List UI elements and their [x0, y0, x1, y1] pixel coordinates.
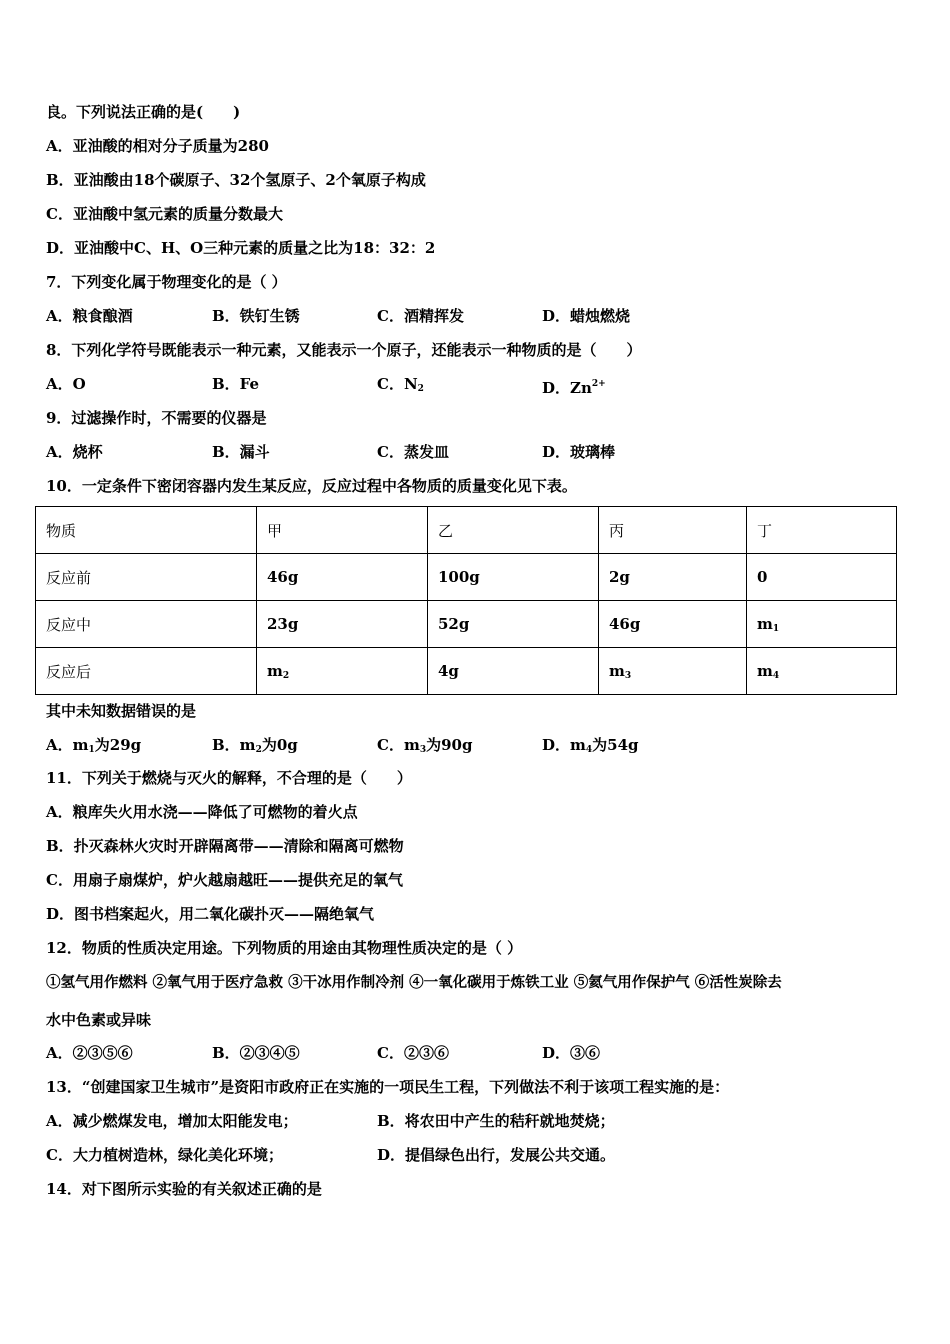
q8-option-d-text: D．Zn [542, 379, 592, 397]
q12-stem: 12．物质的性质决定用途。下列物质的用途由其物理性质决定的是（ ） [46, 939, 523, 957]
q9-option-d: D．玻璃棒 [542, 443, 616, 461]
q6-stem-tail: 良。下列说法正确的是( ) [46, 103, 241, 121]
table-row [36, 648, 897, 695]
q10-option-c [377, 735, 472, 760]
q9-option-b: B．漏斗 [212, 443, 270, 461]
q7-option-d: D．蜡烛燃烧 [542, 307, 631, 325]
option-suffix: 为29g [94, 736, 142, 754]
q6-option-d: D．亚油酸中C、H、O三种元素的质量之比为18：32：2 [46, 239, 436, 257]
table-row-label: 反应后 [36, 648, 257, 695]
q13-stem: 13．“创建国家卫生城市”是资阳市政府正在实施的一项民生工程，下列做法不利于该项工程实施的是： [46, 1078, 730, 1096]
option-suffix: 为54g [592, 736, 639, 754]
q8-option-c [377, 374, 424, 399]
q10-option-b [212, 735, 298, 760]
table-cell: 4g [428, 648, 599, 695]
q8-option-a: A．O [46, 375, 86, 393]
q7-option-a: A．粮食酿酒 [46, 307, 133, 325]
q6-option-c: C．亚油酸中氢元素的质量分数最大 [46, 205, 283, 223]
table-header-row [36, 507, 897, 554]
table-row [36, 601, 897, 648]
table-header-cell: 物质 [36, 507, 257, 554]
q8-option-c-text: C．N [377, 375, 418, 393]
table-row-label: 反应前 [36, 554, 257, 601]
variable-subscript: 3 [624, 670, 632, 681]
q11-option-c: C．用扇子扇煤炉，炉火越扇越旺——提供充足的氧气 [46, 871, 403, 889]
q13-option-d: D．提倡绿色出行，发展公共交通。 [377, 1146, 616, 1164]
variable-subscript: 1 [772, 623, 780, 634]
option-subscript: 3 [419, 745, 427, 755]
table-header-cell: 甲 [257, 507, 428, 554]
q9-option-c: C．蒸发皿 [377, 443, 449, 461]
q11-option-b: B．扑灭森林火灾时开辟隔离带——清除和隔离可燃物 [46, 837, 404, 855]
q8-option-c-subscript: 2 [417, 384, 424, 394]
variable-subscript: 4 [772, 670, 780, 681]
table-cell: 0 [747, 554, 897, 601]
q13-option-a: A．减少燃煤发电，增加太阳能发电； [46, 1112, 298, 1130]
q7-stem: 7．下列变化属于物理变化的是（ ） [46, 273, 287, 291]
variable-base: m [267, 661, 283, 680]
variable-base: m [757, 661, 773, 680]
table-cell [599, 648, 747, 695]
option-prefix: A．m [46, 736, 89, 754]
table-cell: 46g [257, 554, 428, 601]
table-cell: 2g [599, 554, 747, 601]
q12-items-line2: 水中色素或异味 [46, 1011, 152, 1029]
table-header-cell: 丙 [599, 507, 747, 554]
table-cell [257, 648, 428, 695]
option-subscript: 1 [88, 745, 95, 755]
table-cell [747, 601, 897, 648]
table-header-cell: 乙 [428, 507, 599, 554]
option-prefix: B．m [212, 736, 256, 754]
q7-option-c: C．酒精挥发 [377, 307, 464, 325]
option-prefix: D．m [542, 736, 586, 754]
table-cell [747, 648, 897, 695]
q11-stem: 11．下列关于燃烧与灭火的解释，不合理的是（ ） [46, 769, 412, 787]
table-row-label: 反应中 [36, 601, 257, 648]
q10-option-d [542, 735, 639, 760]
mass-change-table [35, 506, 897, 695]
option-suffix: 为90g [426, 736, 473, 754]
q6-option-b: B．亚油酸由18个碳原子、32个氢原子、2个氧原子构成 [46, 171, 426, 189]
table-cell: 46g [599, 601, 747, 648]
q10-after-table: 其中未知数据错误的是 [46, 702, 197, 720]
table-row [36, 554, 897, 601]
q8-option-d [542, 374, 606, 398]
q13-option-b: B．将农田中产生的秸秆就地焚烧； [377, 1112, 615, 1130]
q12-option-a: A．②③⑤⑥ [46, 1044, 133, 1062]
q12-option-d: D．③⑥ [542, 1044, 601, 1062]
q10-option-a [46, 735, 141, 760]
option-subscript: 2 [255, 745, 262, 755]
table-cell: 100g [428, 554, 599, 601]
table-header-cell: 丁 [747, 507, 897, 554]
table-cell: 52g [428, 601, 599, 648]
q11-option-a: A．粮库失火用水浇——降低了可燃物的着火点 [46, 803, 358, 821]
q10-stem: 10．一定条件下密闭容器内发生某反应，反应过程中各物质的质量变化见下表。 [46, 477, 577, 495]
variable-subscript: 2 [282, 670, 290, 681]
q13-option-c: C．大力植树造林，绿化美化环境； [46, 1146, 283, 1164]
q12-option-c: C．②③⑥ [377, 1044, 449, 1062]
variable-base: m [757, 614, 773, 633]
q12-items-line1: ①氢气用作燃料 ②氧气用于医疗急救 ③干冰用作制冷剂 ④一氧化碳用于炼铁工业 ⑤氦气用作保护气 ⑥活性炭除去 [46, 974, 782, 991]
option-suffix: 为0g [261, 736, 298, 754]
q8-option-d-superscript: 2+ [591, 379, 606, 389]
q8-stem: 8．下列化学符号既能表示一种元素，又能表示一个原子，还能表示一种物质的是（ ） [46, 341, 642, 359]
q8-option-b: B．Fe [212, 375, 260, 393]
q7-option-b: B．铁钉生锈 [212, 307, 300, 325]
variable-base: m [609, 661, 625, 680]
q14-stem: 14．对下图所示实验的有关叙述正确的是 [46, 1180, 322, 1198]
q6-option-a: A．亚油酸的相对分子质量为280 [46, 137, 269, 155]
table-cell: 23g [257, 601, 428, 648]
option-subscript: 4 [585, 745, 593, 755]
option-prefix: C．m [377, 736, 420, 754]
q11-option-d: D．图书档案起火，用二氧化碳扑灭——隔绝氧气 [46, 905, 375, 923]
q12-option-b: B．②③④⑤ [212, 1044, 300, 1062]
q9-stem: 9．过滤操作时，不需要的仪器是 [46, 409, 267, 427]
q9-option-a: A．烧杯 [46, 443, 103, 461]
